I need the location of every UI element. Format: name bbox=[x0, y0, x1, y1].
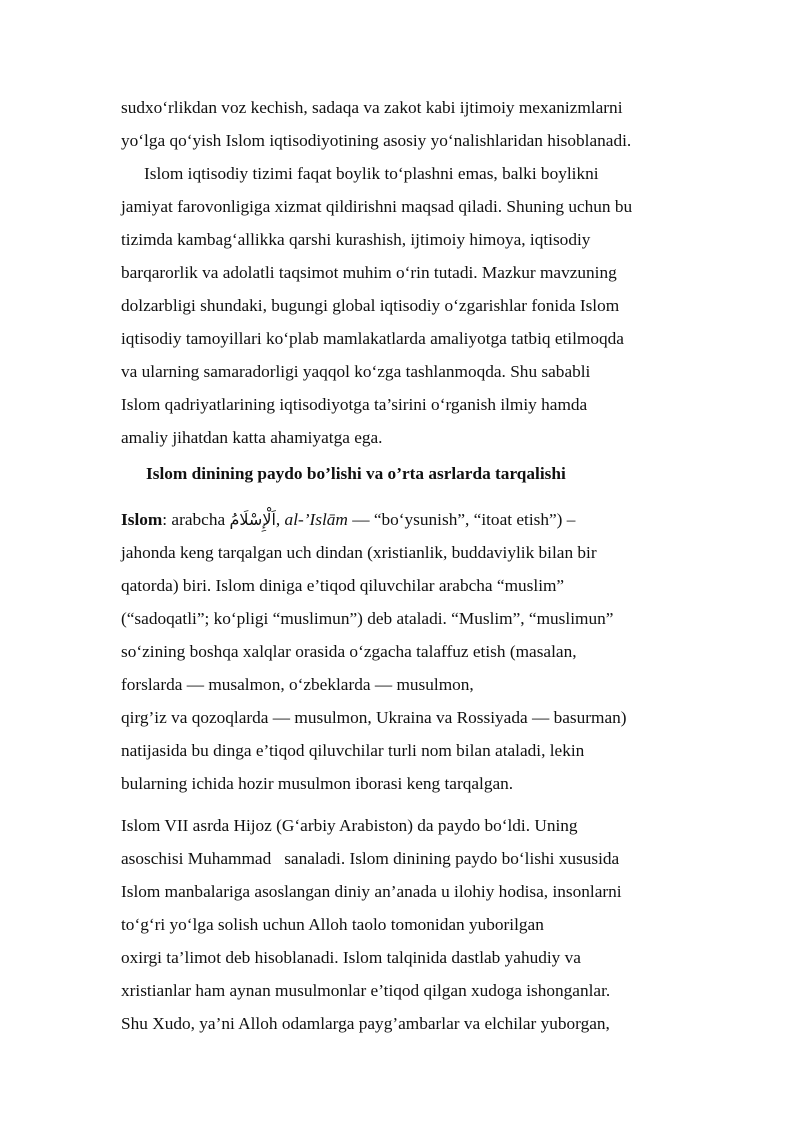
paragraph-line: dolzarbligi shundaki, bugungi global iqtisodiy o‘zgarishlar fonida Islom bbox=[121, 296, 620, 315]
paragraph-line: qatorda) biri. Islom diniga e’tiqod qiluvchilar arabcha “muslim” bbox=[121, 576, 565, 595]
paragraph-line: so‘zining boshqa xalqlar orasida o‘zgacha talaffuz etish (masalan, bbox=[121, 642, 577, 661]
paragraph-line: asoschisi Muhammad sanaladi. Islom dinining paydo bo‘lishi xususida bbox=[121, 849, 620, 868]
paragraph-line: Islom iqtisodiy tizimi faqat boylik to‘plashni emas, balki boylikni bbox=[144, 164, 599, 183]
definition-lead: : arabcha bbox=[162, 510, 230, 529]
paragraph-line: jamiyat farovonligiga xizmat qildirishni maqsad qiladi. Shuning uchun bu bbox=[121, 197, 633, 216]
paragraph-line: va ularning samaradorligi yaqqol ko‘zga tashlanmoqda. Shu sababli bbox=[121, 362, 591, 381]
definition-comma: , bbox=[275, 510, 285, 529]
paragraph-line: to‘g‘ri yo‘lga solish uchun Alloh taolo tomonidan yuborilgan bbox=[121, 915, 544, 934]
paragraph-line: barqarorlik va adolatli taqsimot muhim o‘rin tutadi. Mazkur mavzuning bbox=[121, 263, 617, 282]
paragraph-line: forslarda — musalmon, o‘zbeklarda — musulmon, bbox=[121, 675, 474, 694]
paragraph-line: Shu Xudo, ya’ni Alloh odamlarga payg’ambarlar va elchilar yuborgan, bbox=[121, 1014, 610, 1033]
paragraph-line: Islom VII asrda Hijoz (G‘arbiy Arabiston) da paydo bo‘ldi. Uning bbox=[121, 816, 578, 835]
paragraph-line: jahonda keng tarqalgan uch dindan (xristianlik, buddaviylik bilan bir bbox=[121, 543, 597, 562]
paragraph-line: Islom manbalariga asoslangan diniy an’anada u ilohiy hodisa, insonlarni bbox=[121, 882, 622, 901]
arabic-term: اَلْإِسْلَامُ bbox=[229, 510, 276, 529]
section-heading: Islom dinining paydo bo’lishi va o’rta asrlarda tarqalishi bbox=[146, 464, 566, 483]
definition-rest: — “bo‘ysunish”, “itoat etish”) – bbox=[347, 510, 576, 529]
paragraph-line: bularning ichida hozir musulmon iborasi keng tarqalgan. bbox=[121, 774, 514, 793]
paragraph-line: tizimda kambag‘allikka qarshi kurashish, ijtimoiy himoya, iqtisodiy bbox=[121, 230, 591, 249]
paragraph-line: iqtisodiy tamoyillari ko‘plab mamlakatlarda amaliyotga tatbiq etilmoqda bbox=[121, 329, 624, 348]
transliteration: al-’Islām bbox=[284, 510, 348, 529]
paragraph-line: xristianlar ham aynan musulmonlar e’tiqod qilgan xudoga ishonganlar. bbox=[121, 981, 611, 1000]
paragraph-line: (“sadoqatli”; ko‘pligi “muslimun”) deb ataladi. “Muslim”, “muslimun” bbox=[121, 609, 614, 628]
paragraph-line: natijasida bu dinga e’tiqod qiluvchilar turli nom bilan ataladi, lekin bbox=[121, 741, 585, 760]
paragraph-line: amaliy jihatdan katta ahamiyatga ega. bbox=[121, 428, 383, 447]
paragraph-line: oxirgi ta’limot deb hisoblanadi. Islom talqinida dastlab yahudiy va bbox=[121, 948, 581, 967]
definition-line bbox=[121, 509, 575, 531]
paragraph-line: qirg’iz va qozoqlarda — musulmon, Ukraina va Rossiyada — basurman) bbox=[121, 708, 627, 727]
paragraph-line: yo‘lga qo‘yish Islom iqtisodiyotining asosiy yo‘nalishlaridan hisoblanadi. bbox=[121, 131, 632, 150]
term-islom: Islom bbox=[121, 510, 163, 529]
paragraph-line: sudxo‘rlikdan voz kechish, sadaqa va zakot kabi ijtimoiy mexanizmlarni bbox=[121, 98, 623, 117]
paragraph-line: Islom qadriyatlarining iqtisodiyotga ta’sirini o‘rganish ilmiy hamda bbox=[121, 395, 588, 414]
